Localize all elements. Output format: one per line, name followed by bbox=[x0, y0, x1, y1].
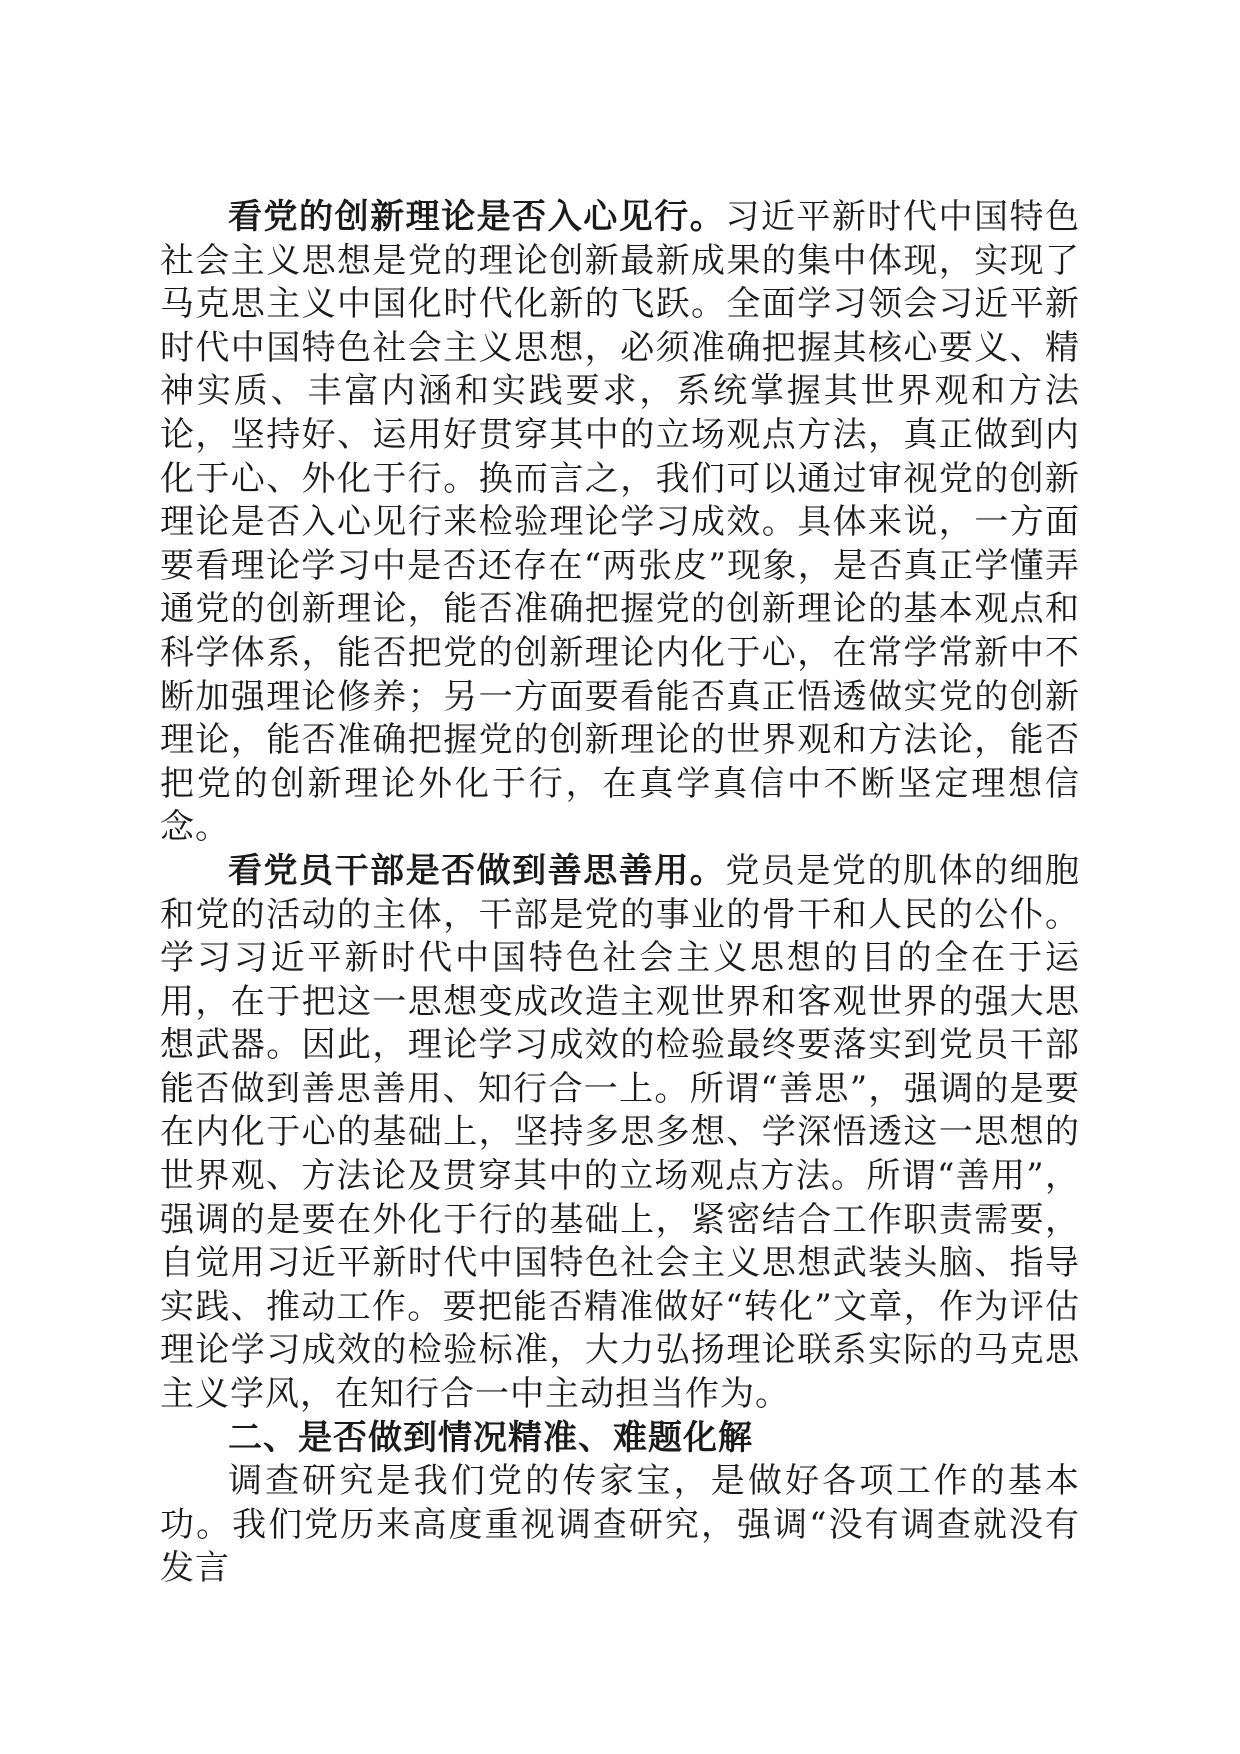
paragraph-cadres-thinking bbox=[160, 850, 1080, 1417]
paragraph-theory-practice bbox=[160, 196, 1080, 850]
document-page bbox=[160, 196, 1080, 1591]
paragraph-investigation: 调查研究是我们党的传家宝，是做好各项工作的基本功。我们党历来高度重视调查研究，强调“没有调查就没有发言 bbox=[160, 1461, 1080, 1589]
paragraph-body: 党员是党的肌体的细胞和党的活动的主体，干部是党的事业的骨干和人民的公仆。学习习近平新时代中国特色社会主义思想的目的全在于运用，在于把这一思想变成改造主观世界和客观世界的强大思想武器。因此，理论学习成效的检验最终要落实到党员干部能否做到善思善用、知行合一上。所谓“善思”，强调的是要在内化于心的基础上，坚持多思多想、学深悟透这一思想的世界观、方法论及贯穿其中的立场观点方法。所谓“善用”，强调的是要在外化于行的基础上，紧密结合工作职责需要，自觉用习近平新时代中国特色社会主义思想武装头脑、指导实践、推动工作。要把能否精准做好“转化”文章，作为评估理论学习成效的检验标准，大力弘扬理论联系实际的马克思主义学风，在知行合一中主动担当作为。 bbox=[160, 850, 1081, 1415]
section-heading: 二、是否做到情况精准、难题化解 bbox=[228, 1417, 753, 1458]
paragraph-lead-heading: 看党员干部是否做到善思善用。 bbox=[228, 850, 726, 891]
paragraph-lead-heading: 看党的创新理论是否入心见行。 bbox=[228, 197, 726, 237]
paragraph-body: 习近平新时代中国特色社会主义思想是党的理论创新最新成果的集中体现，实现了马克思主义中国化时代化新的飞跃。全面学习领会习近平新时代中国特色社会主义思想，必须准确把握其核心要义、精神实质、丰富内涵和实践要求，系统掌握其世界观和方法论，坚持好、运用好贯穿其中的立场观点方法，真正做到内化于心、外化于行。换而言之，我们可以通过审视党的创新理论是否入心见行来检验理论学习成效。具体来说，一方面要看理论学习中是否还存在“两张皮”现象，是否真正学懂弄通党的创新理论，能否准确把握党的创新理论的基本观点和科学体系，能否把党的创新理论内化于心，在常学常新中不断加强理论修养；另一方面要看能否真正悟透做实党的创新理论，能否准确把握党的创新理论的世界观和方法论，能否把党的创新理论外化于行，在真学真信中不断坚定理想信念。 bbox=[160, 197, 1081, 848]
